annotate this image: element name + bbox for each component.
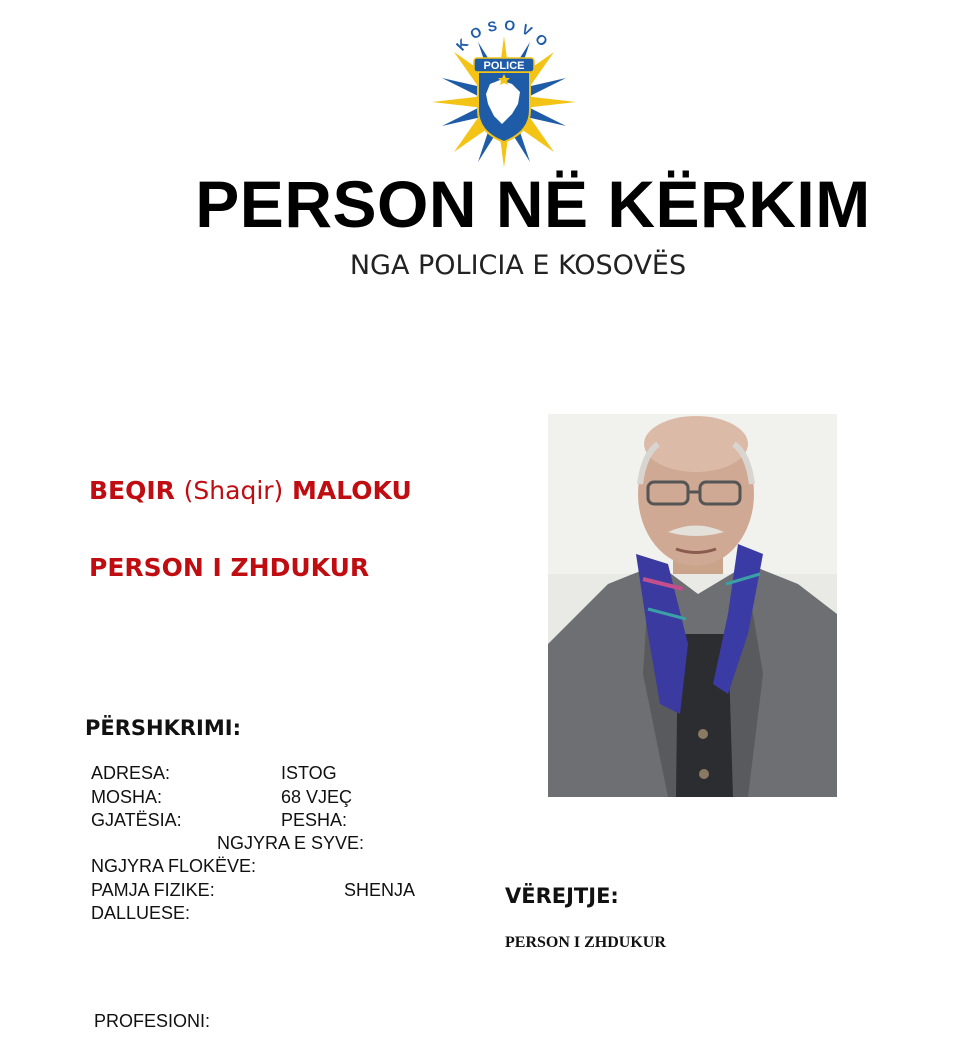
person-name [89, 476, 412, 505]
page-title: PERSON NË KËRKIM [195, 167, 871, 241]
distinguishing-marks-label: SHENJA [344, 880, 416, 900]
page-subtitle: NGA POLICIA E KOSOVËS [349, 250, 687, 281]
missing-person-photo [548, 414, 837, 797]
remarks-text: PERSON I ZHDUKUR [505, 934, 666, 951]
logo-banner-text: POLICE [483, 60, 525, 72]
kosovo-police-logo [428, 14, 580, 166]
eye-color-label: NGJYRA E SYVE: [217, 833, 365, 853]
age-value: 68 VJEÇ [281, 787, 353, 807]
address-label: ADRESA: [91, 763, 171, 783]
person-status: PERSON I ZHDUKUR [89, 553, 370, 582]
address-value: ISTOG [281, 763, 337, 783]
appearance-label: PAMJA FIZIKE: [91, 880, 215, 900]
remarks-heading: VËREJTJE: [505, 884, 619, 908]
logo-arc-text: KOSOVO [452, 16, 556, 54]
description-heading: PËRSHKRIMI: [85, 716, 241, 740]
age-label: MOSHA: [91, 787, 163, 807]
height-label: GJATËSIA: [91, 810, 182, 830]
weight-label: PESHA: [281, 810, 348, 830]
hair-color-label: NGJYRA FLOKËVE: [91, 856, 257, 876]
distinguishing-marks-label-cont: DALLUESE: [91, 903, 191, 923]
profession-label: PROFESIONI: [94, 1011, 211, 1031]
person-last-name: MALOKU [292, 476, 412, 505]
person-first-name: BEQIR [89, 476, 175, 505]
person-father-name: (Shaqir) [183, 476, 284, 505]
